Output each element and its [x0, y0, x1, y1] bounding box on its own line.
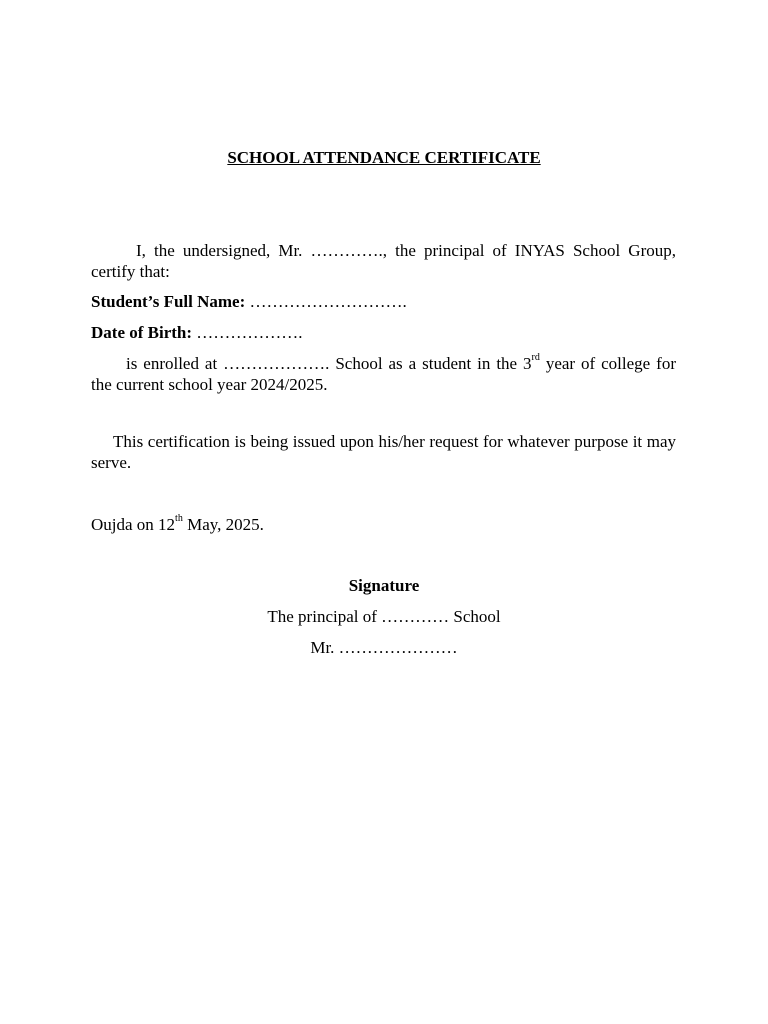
intro-paragraph [91, 240, 676, 282]
place-date-before: Oujda on 12 [91, 515, 176, 534]
purpose-text: This certification is being issued upon his/her request for whatever purpose it may serve. [91, 432, 676, 472]
purpose-paragraph [91, 431, 676, 473]
place-date-after: May, 2025. [182, 515, 264, 534]
place-date-line [91, 514, 676, 535]
certificate-title: SCHOOL ATTENDANCE CERTIFICATE [227, 148, 541, 167]
place-date-suffix: th [175, 513, 183, 525]
date-of-birth-label: Date of Birth: [91, 323, 193, 342]
enrolment-ordinal-suffix: rd [531, 352, 540, 364]
student-name-line [91, 291, 676, 312]
student-name-label: Student’s Full Name: [91, 292, 246, 311]
enrolment-text-after: year of college for the current school year 2024/2025. [91, 354, 676, 394]
student-name-value: ………………………. [245, 292, 407, 311]
enrolment-paragraph [91, 353, 676, 395]
date-of-birth-value: ………………. [192, 323, 303, 342]
signature-principal-line: The principal of ………… School [267, 607, 501, 626]
date-of-birth-line [91, 322, 676, 343]
intro-text: I, the undersigned, Mr. …………., the principal of INYAS School Group, certify that: [91, 241, 676, 281]
signature-mr-line: Mr. ………………… [310, 638, 458, 657]
signature-heading: Signature [348, 576, 420, 595]
enrolment-text-before: is enrolled at ………………. School as a student in the 3 [126, 354, 532, 373]
